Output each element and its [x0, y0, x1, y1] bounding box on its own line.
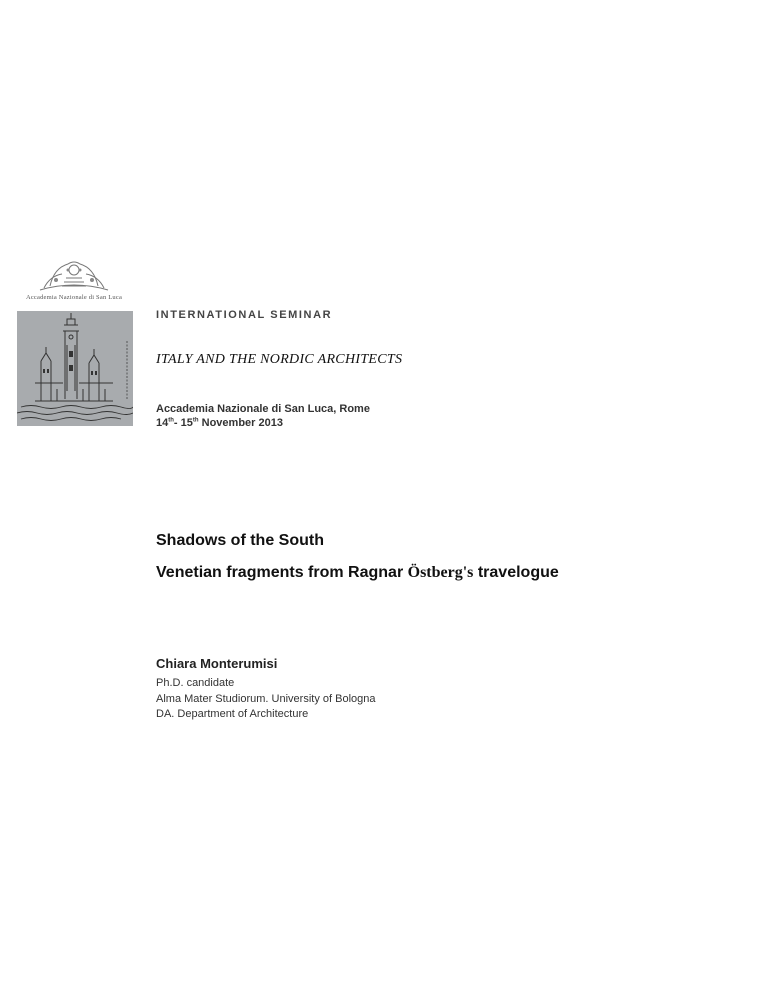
subtitle-name: Östberg's — [407, 564, 474, 581]
seminar-dates — [156, 417, 283, 429]
paper-title: Shadows of the South — [156, 532, 324, 549]
date-day-start: 14 — [156, 417, 169, 429]
city-hall-illustration-icon — [17, 311, 133, 426]
date-sup-start: th — [168, 417, 174, 424]
author-name: Chiara Monterumisi — [156, 656, 278, 671]
seminar-venue: Accademia Nazionale di San Luca, Rome — [156, 403, 370, 415]
date-day-end: 15 — [180, 417, 193, 429]
date-sup-end: th — [192, 417, 199, 424]
subtitle-suffix: travelogue — [473, 564, 559, 581]
author-affiliation-line: Ph.D. candidate — [156, 677, 235, 689]
academy-name: Accademia Nazionale di San Luca — [25, 294, 123, 301]
seminar-illustration — [17, 311, 133, 426]
author-affiliation-line: DA. Department of Architecture — [156, 708, 309, 720]
date-separator: - — [173, 417, 181, 429]
academy-emblem-icon — [10, 256, 138, 294]
subtitle-prefix: Venetian fragments from Ragnar — [156, 564, 408, 581]
seminar-title: ITALY AND THE NORDIC ARCHITECTS — [156, 352, 403, 367]
paper-subtitle — [156, 564, 559, 582]
author-affiliation-line: Alma Mater Studiorum. University of Bologna — [156, 693, 376, 705]
seminar-label: INTERNATIONAL SEMINAR — [156, 309, 333, 321]
date-month-year: November 2013 — [198, 417, 283, 429]
academy-logo — [10, 256, 138, 304]
